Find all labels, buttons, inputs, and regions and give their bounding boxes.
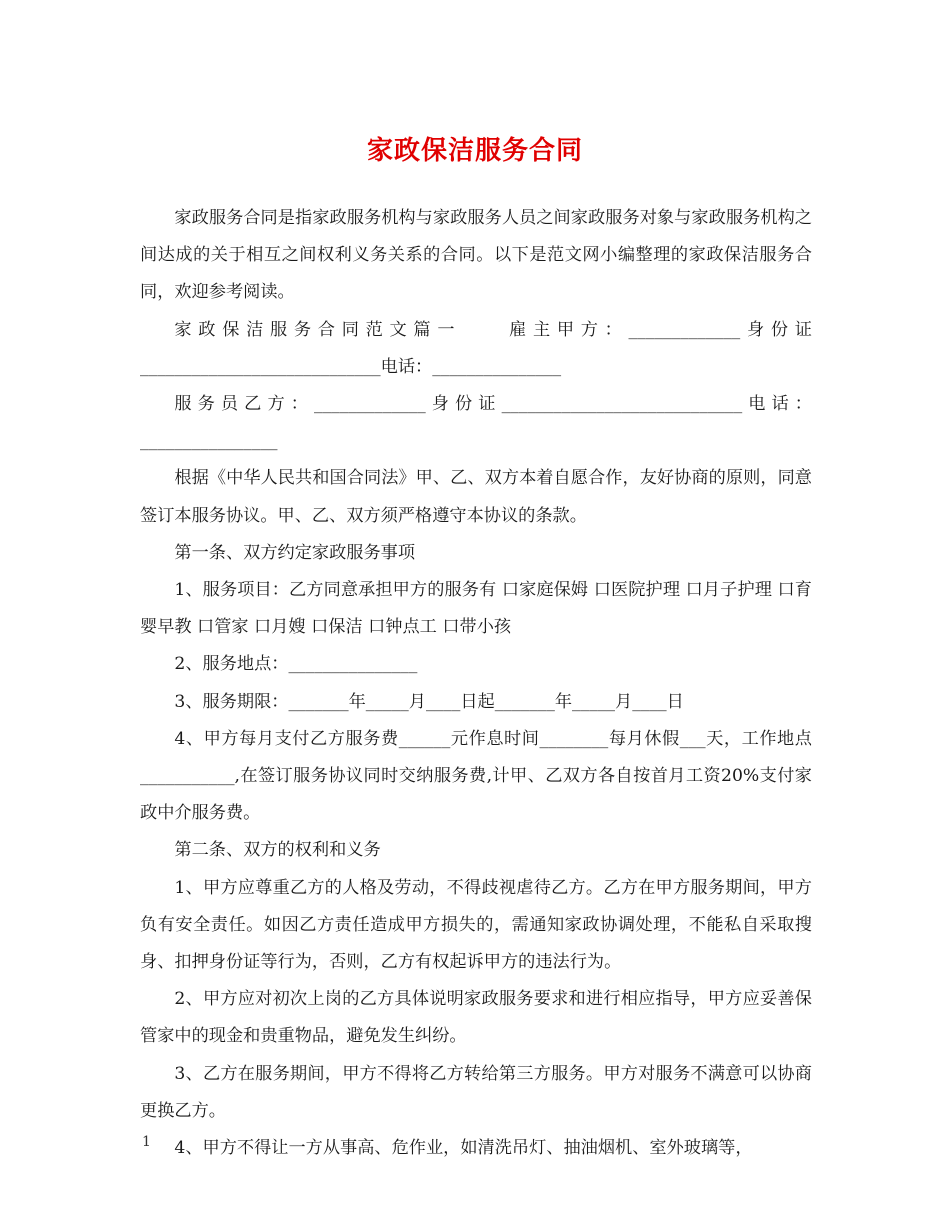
- page-number: 1: [142, 1134, 151, 1150]
- rights-clause-1: 1、甲方应尊重乙方的人格及劳动，不得歧视虐待乙方。乙方在甲方服务期间，甲方负有安全责任。如因乙方责任造成甲方损失的，需通知家政协调处理，不能私自采取搜身、扣押身份证等行为，否则，乙方有权起诉甲方的违法行为。: [140, 877, 812, 973]
- document-title: 家政保洁服务合同: [366, 136, 583, 166]
- party-b-line: 服务员乙方：_____________身份证____________________________电话：________________: [140, 394, 812, 452]
- agreement-basis-paragraph: 根据《中华人民共和国合同法》甲、乙、双方本着自愿合作，友好协商的原则，同意签订本服务协议。甲、乙、双方须严格遵守本协议的条款。: [140, 468, 812, 526]
- rights-clause-2: 2、甲方应对初次上岗的乙方具体说明家政服务要求和进行相应指导，甲方应妥善保管家中的现金和贵重物品，避免发生纠纷。: [140, 989, 812, 1047]
- service-fee-clause: 4、甲方每月支付乙方服务费______元作息时间________每月休假___天，工作地点___________,在签订服务协议同时交纳服务费,计甲、乙双方各自按首月工资20%支付家政中介服务费。: [140, 728, 812, 824]
- service-items-clause: 1、服务项目：乙方同意承担甲方的服务有 口家庭保姆 口医院护理 口月子护理 口育婴早教 口管家 口月嫂 口保洁 口钟点工 口带小孩: [140, 580, 812, 638]
- rights-clause-3: 3、乙方在服务期间，甲方不得将乙方转给第三方服务。甲方对服务不满意可以协商更换乙方。: [140, 1063, 812, 1121]
- document-body: [140, 200, 812, 1167]
- service-location-clause: 2、服务地点：_______________: [174, 654, 418, 675]
- article-two-heading: 第二条、双方的权利和义务: [174, 840, 381, 861]
- intro-paragraph: 家政服务合同是指家政服务机构与家政服务人员之间家政服务对象与家政服务机构之间达成的关于相互之间权利义务关系的合同。以下是范文网小编整理的家政保洁服务合同，欢迎参考阅读。: [140, 208, 812, 303]
- service-period-clause: 3、服务期限：_______年_____月____日起_______年_____月____日: [174, 691, 684, 712]
- party-a-line: 家政保洁服务合同范文篇一 雇主甲方：_____________身份证____________________________电话：_______________: [140, 319, 812, 377]
- rights-clause-4: 4、甲方不得让一方从事高、危作业，如清洗吊灯、抽油烟机、室外玻璃等，: [174, 1138, 753, 1159]
- article-one-heading: 第一条、双方约定家政服务事项: [174, 542, 416, 563]
